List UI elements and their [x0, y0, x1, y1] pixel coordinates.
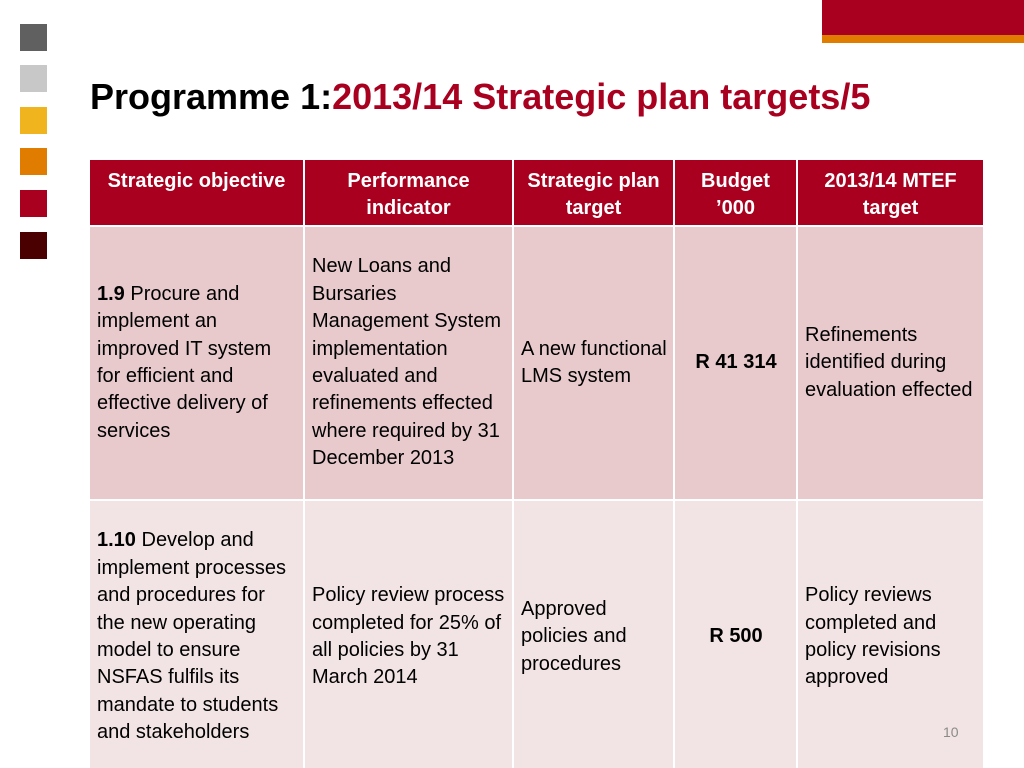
color-swatch-yellow — [20, 107, 47, 134]
page-number: 10 — [943, 724, 959, 740]
title-accent: 2013/14 Strategic plan targets/5 — [332, 76, 871, 117]
table-row — [89, 500, 984, 768]
objective-text: Procure and implement an improved IT system for efficient and effective delivery of services — [97, 282, 272, 442]
cell-objective — [89, 226, 304, 500]
header-strategic-plan-target: Strategic plan target — [513, 159, 674, 226]
title-prefix: Programme 1: — [90, 76, 333, 117]
header-budget: Budget ’000 — [674, 159, 797, 226]
color-swatch-gray — [20, 24, 47, 51]
header-strategic-objective: Strategic objective — [89, 159, 304, 226]
objective-number: 1.9 — [97, 282, 125, 305]
top-accent-bar — [822, 0, 1024, 35]
header-performance-indicator: Performance indicator — [304, 159, 513, 226]
cell-budget: R 500 — [674, 500, 797, 768]
objective-text: Develop and implement processes and procedures for the new operating model to ensure NSFAS fulfils its mandate to students and stakeholders — [97, 529, 286, 744]
color-swatch-dark-red — [20, 232, 47, 259]
cell-plan-target: A new functional LMS system — [513, 226, 674, 500]
slide-title — [90, 76, 870, 118]
cell-indicator: Policy review process completed for 25% of all policies by 31 March 2014 — [304, 500, 513, 768]
cell-plan-target: Approved policies and procedures — [513, 500, 674, 768]
cell-budget: R 41 314 — [674, 226, 797, 500]
table-header-row — [89, 159, 984, 226]
top-accent-stripe — [822, 35, 1024, 43]
header-mtef-target: 2013/14 MTEF target — [797, 159, 984, 226]
cell-mtef-target: Policy reviews completed and policy revisions approved — [797, 500, 984, 768]
cell-indicator: New Loans and Bursaries Management System implementation evaluated and refinements effected where required by 31 December 2013 — [304, 226, 513, 500]
table-row — [89, 226, 984, 500]
objective-number: 1.10 — [97, 529, 136, 552]
targets-table — [88, 158, 985, 768]
cell-mtef-target: Refinements identified during evaluation effected — [797, 226, 984, 500]
color-swatch-red — [20, 190, 47, 217]
cell-objective — [89, 500, 304, 768]
color-swatch-light-gray — [20, 65, 47, 92]
color-swatch-orange — [20, 148, 47, 175]
